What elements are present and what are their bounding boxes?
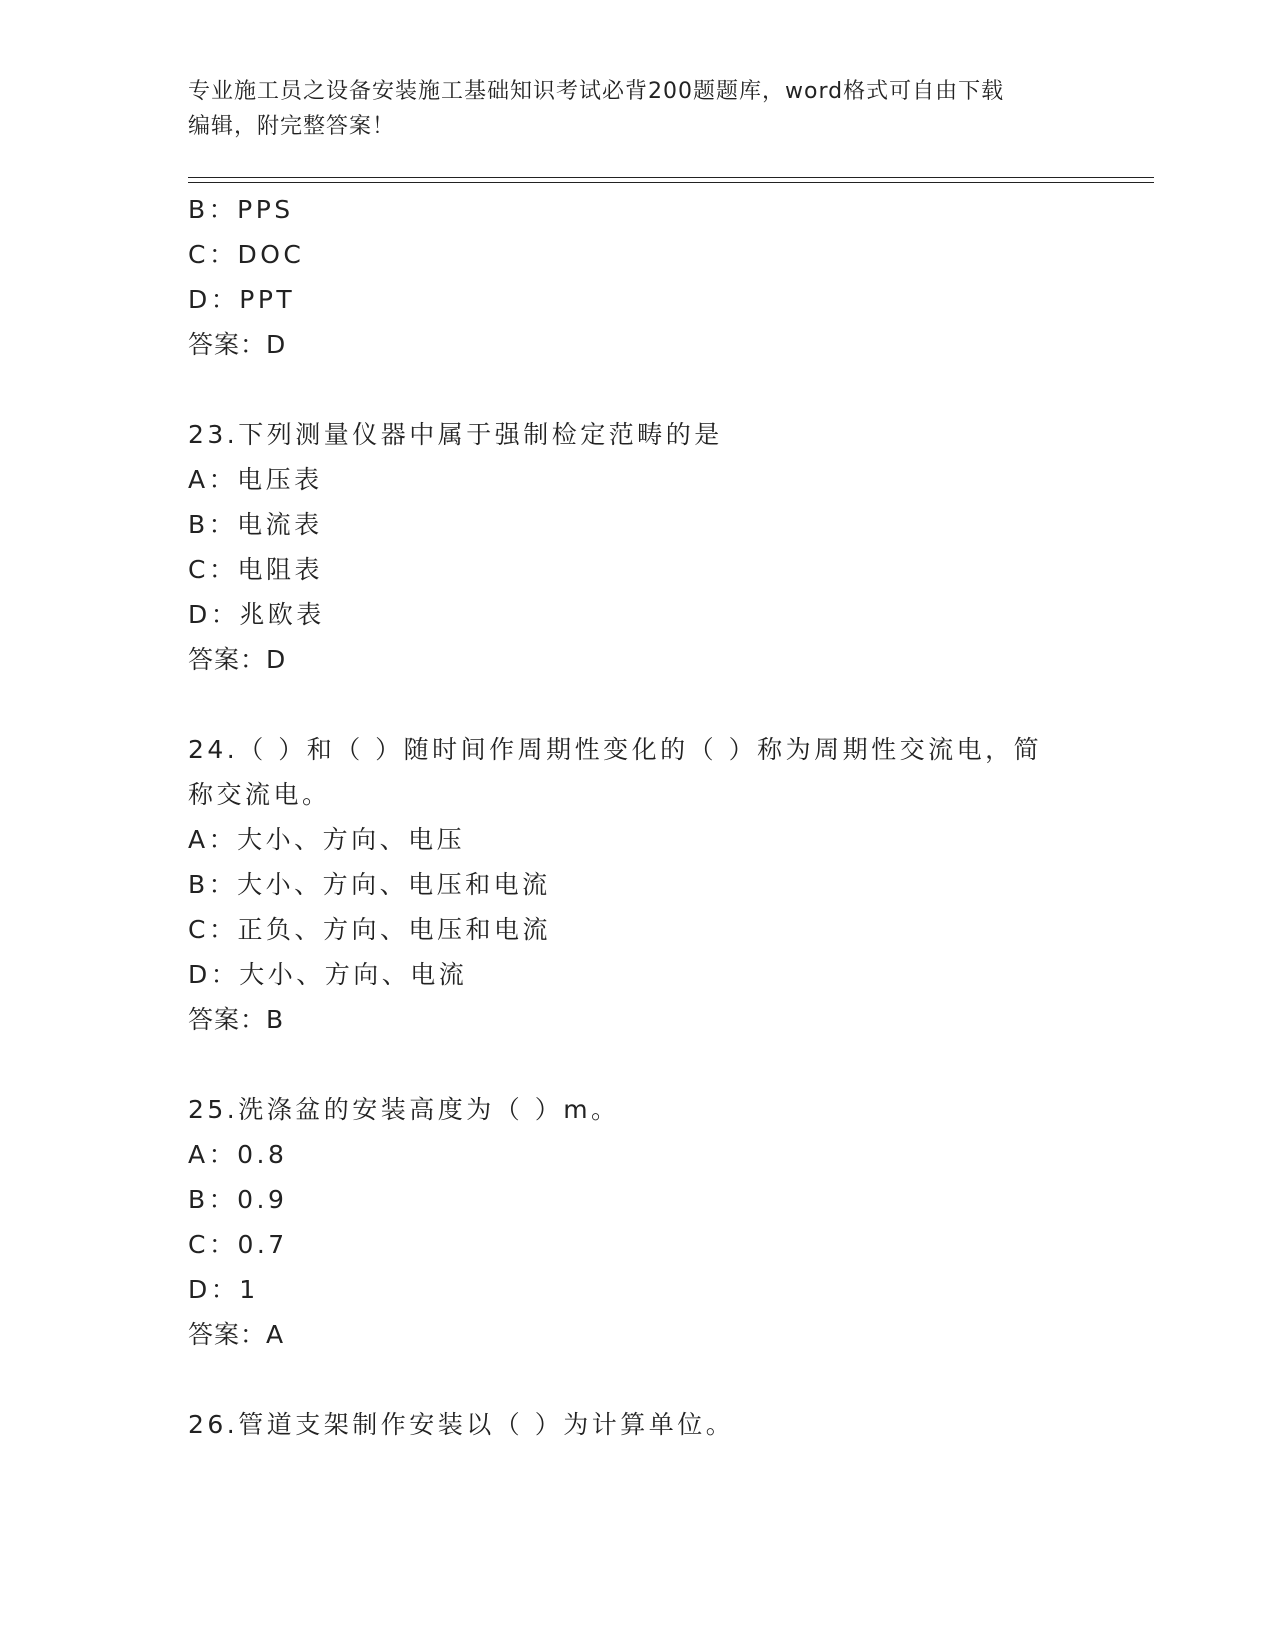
- header-title-line-1: 专业施工员之设备安装施工基础知识考试必背200题题库，word格式可自由下载: [188, 79, 1005, 104]
- header-divider-bottom: [188, 182, 1154, 183]
- q23-option-d: D：兆欧表: [188, 600, 325, 629]
- q22-option-b: B：PPS: [188, 195, 294, 224]
- q26-stem: 26.管道支架制作安装以（ ）为计算单位。: [188, 1410, 735, 1439]
- q24-stem-line-2: 称交流电。: [188, 780, 331, 809]
- q22-answer: 答案：D: [188, 330, 287, 359]
- q24-stem-line-1: 24.（ ）和（ ）随时间作周期性变化的（ ）称为周期性交流电，简: [188, 735, 1043, 764]
- q24-option-b: B：大小、方向、电压和电流: [188, 870, 551, 899]
- q25-option-b: B：0.9: [188, 1185, 288, 1214]
- q22-option-c: C：DOC: [188, 240, 305, 269]
- q23-option-a: A：电压表: [188, 465, 323, 494]
- header-divider-top: [188, 177, 1154, 178]
- q25-answer: 答案：A: [188, 1320, 285, 1349]
- q23-option-b: B：电流表: [188, 510, 323, 539]
- q23-stem: 23.下列测量仪器中属于强制检定范畴的是: [188, 420, 723, 449]
- q23-option-c: C：电阻表: [188, 555, 323, 584]
- q24-answer: 答案：B: [188, 1005, 285, 1034]
- q25-option-d: D：1: [188, 1275, 259, 1304]
- q24-option-c: C：正负、方向、电压和电流: [188, 915, 551, 944]
- document-header: [188, 74, 1088, 144]
- q24-option-a: A：大小、方向、电压: [188, 825, 466, 854]
- q22-option-d: D：PPT: [188, 285, 296, 314]
- q25-option-a: A：0.8: [188, 1140, 288, 1169]
- q25-stem: 25.洗涤盆的安装高度为（ ）m。: [188, 1095, 620, 1124]
- q23-answer: 答案：D: [188, 645, 287, 674]
- q25-option-c: C：0.7: [188, 1230, 288, 1259]
- header-title-line-2: 编辑，附完整答案！: [188, 114, 396, 139]
- q24-option-d: D：大小、方向、电流: [188, 960, 468, 989]
